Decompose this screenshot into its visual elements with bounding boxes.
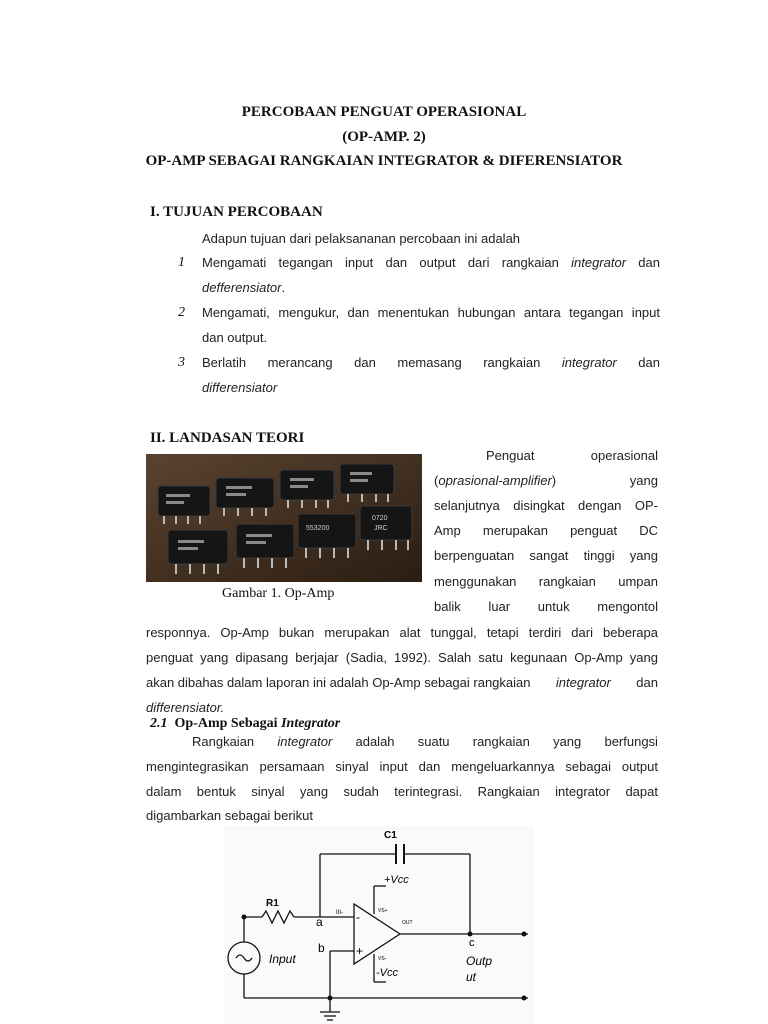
label-node-c: c bbox=[469, 937, 475, 949]
pin-vs-neg: VS- bbox=[378, 956, 387, 962]
section-heading-landasan: II. LANDASAN TEORI bbox=[150, 430, 305, 446]
list-item-1-line1: Mengamati tegangan input dan output dari rangkaian integrator dan bbox=[202, 255, 660, 270]
subsection-line: mengintegrasikan persamaan sinyal input dan mengeluarkannya sebagai output bbox=[146, 759, 658, 774]
chip-label: 553200 bbox=[306, 525, 330, 532]
label-output-2: ut bbox=[466, 970, 477, 984]
op-amp-photo bbox=[146, 454, 422, 582]
chip-label: 0720 bbox=[372, 515, 388, 522]
list-item-number: 3 bbox=[178, 355, 185, 370]
doc-title-line1: PERCOBAAN PENGUAT OPERASIONAL bbox=[241, 104, 527, 120]
label-node-a: a bbox=[316, 915, 323, 929]
wrap-line: berpenguatan sangat tinggi yang bbox=[434, 548, 658, 563]
list-item-number: 1 bbox=[178, 255, 185, 270]
label-input: Input bbox=[269, 952, 296, 966]
subsection-line: Rangkaian integrator adalah suatu rangkaian yang berfungsi bbox=[192, 734, 658, 749]
section1-intro: Adapun tujuan dari pelaksananan percobaan ini adalah bbox=[202, 231, 521, 246]
chip-label: JRC bbox=[374, 525, 388, 532]
section-heading-tujuan: I. TUJUAN PERCOBAAN bbox=[150, 204, 323, 220]
pin-vs-pos: VS+ bbox=[378, 908, 388, 914]
subsection-heading: 2.1 Op-Amp Sebagai Integrator bbox=[150, 716, 341, 731]
list-item-2-line1: Mengamati, mengukur, dan menentukan hubungan antara tegangan input bbox=[202, 305, 660, 320]
wrap-line: (oprasional-amplifier) yang bbox=[434, 473, 658, 488]
opamp-plus-sign: + bbox=[356, 944, 364, 958]
integrator-circuit-diagram bbox=[224, 826, 534, 1024]
subsection-line: digambarkan sebagai berikut bbox=[146, 808, 313, 823]
pin-out: OUT bbox=[402, 920, 413, 926]
label-output-1: Outp bbox=[466, 954, 493, 968]
label-r1: R1 bbox=[266, 898, 279, 909]
subsection-line: dalam bentuk sinyal yang sudah terintegrasi. Rangkaian integrator dapat bbox=[146, 784, 658, 799]
wrap-line: Amp merupakan penguat DC bbox=[434, 523, 658, 538]
paragraph-line: responnya. Op-Amp bukan merupakan alat tunggal, tetapi terdiri dari beberapa bbox=[146, 625, 658, 640]
label-node-b: b bbox=[318, 941, 325, 955]
list-item-3-line2: differensiator bbox=[202, 380, 278, 395]
wrap-line: balik luar untuk mengontol bbox=[434, 599, 658, 614]
paragraph-line: penguat yang dipasang berjajar (Sadia, 1992). Salah satu kegunaan Op-Amp yang bbox=[146, 650, 658, 665]
wrap-line: selanjutnya disingkat dengan OP- bbox=[434, 498, 658, 513]
paragraph-line: akan dibahas dalam laporan ini adalah Op-Amp sebagai rangkaian integrator dan bbox=[146, 675, 658, 690]
label-c1: C1 bbox=[384, 830, 397, 841]
label-vcc-pos: +Vcc bbox=[384, 874, 409, 886]
list-item-1-line2: defferensiator. bbox=[202, 280, 286, 295]
doc-title-line3: OP-AMP SEBAGAI RANGKAIAN INTEGRATOR & DIFERENSIATOR bbox=[145, 153, 623, 169]
paragraph-line: differensiator. bbox=[146, 700, 225, 715]
list-item-2-line2: dan output. bbox=[202, 330, 268, 345]
wrap-line: menggunakan rangkaian umpan bbox=[434, 574, 658, 589]
doc-title-line2: (OP-AMP. 2) bbox=[342, 129, 426, 145]
figure-caption: Gambar 1. Op-Amp bbox=[222, 586, 335, 601]
list-item-number: 2 bbox=[178, 305, 185, 320]
opamp-minus-sign: - bbox=[356, 910, 360, 924]
wrap-line: Penguat operasional bbox=[486, 448, 658, 463]
list-item-3-line1: Berlatih merancang dan memasang rangkaian integrator dan bbox=[202, 355, 660, 370]
pin-in-neg: III- bbox=[336, 910, 343, 916]
label-vcc-neg: -Vcc bbox=[376, 967, 398, 979]
